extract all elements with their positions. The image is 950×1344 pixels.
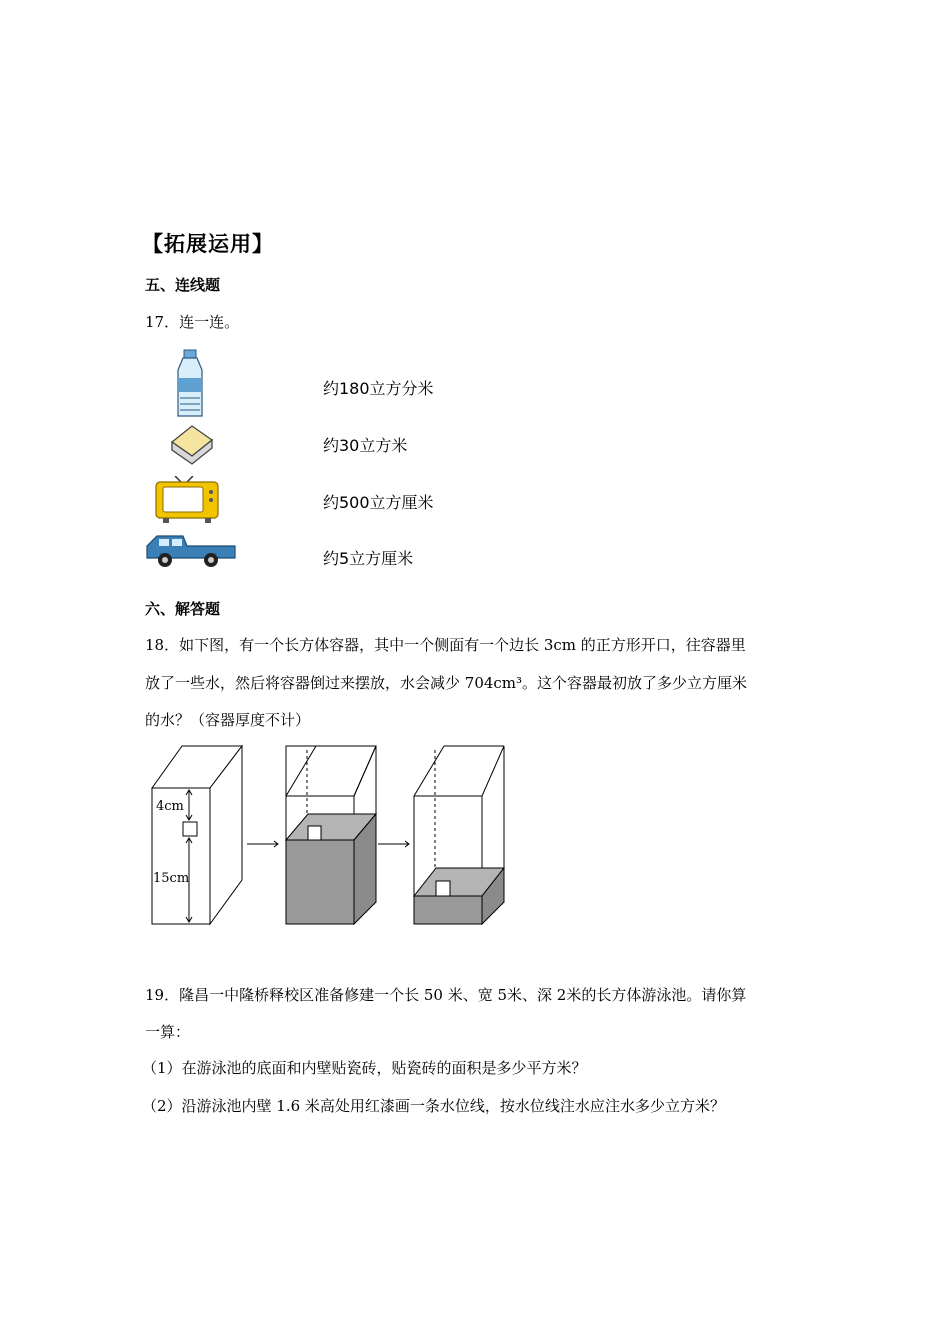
arrow-2 bbox=[378, 841, 409, 847]
eraser-icon bbox=[166, 422, 216, 466]
tv-icon bbox=[153, 476, 221, 524]
dim-top-label: 4cm bbox=[156, 799, 184, 814]
arrow-1 bbox=[247, 841, 278, 847]
part5-heading: 五、连线题 bbox=[145, 276, 221, 294]
match-label-4: 约5立方厘米 bbox=[323, 549, 414, 568]
q17-text: 17．连一连。 bbox=[145, 313, 240, 331]
dim-bottom-label: 15cm bbox=[153, 871, 190, 886]
q19-line2: 一算： bbox=[145, 1023, 191, 1041]
box-original bbox=[152, 746, 242, 924]
q18-line2: 放了一些水，然后将容器倒过来摆放，水会减少 704cm³。这个容器最初放了多少立方厘米 bbox=[145, 674, 748, 692]
container-figure bbox=[140, 740, 520, 930]
box-filled bbox=[286, 746, 376, 924]
q18-line3: 的水？（容器厚度不计） bbox=[145, 711, 311, 729]
q19-sub2: （2）沿游泳池内壁 1.6 米高处用红漆画一条水位线，按水位线注水应注水多少立方米？ bbox=[142, 1097, 725, 1115]
q18-line1: 18．如下图，有一个长方体容器，其中一个侧面有一个边长 3cm 的正方形开口，往容器里 bbox=[145, 636, 746, 654]
square-opening bbox=[183, 822, 197, 836]
section-title: 【拓展运用】 bbox=[142, 232, 274, 256]
match-label-1: 约180立方分米 bbox=[323, 379, 434, 398]
q19-line1: 19．隆昌一中隆桥释校区准备修建一个长 50 米、宽 5米、深 2米的长方体游泳池。请你算 bbox=[145, 986, 747, 1004]
truck-icon bbox=[143, 530, 239, 570]
match-label-2: 约30立方米 bbox=[323, 436, 408, 455]
q19-sub1: （1）在游泳池的底面和内壁贴瓷砖，贴瓷砖的面积是多少平方米？ bbox=[142, 1059, 587, 1077]
match-label-3: 约500立方厘米 bbox=[323, 493, 434, 512]
water-bottle-icon bbox=[170, 348, 210, 420]
part6-heading: 六、解答题 bbox=[145, 600, 221, 618]
box-inverted bbox=[414, 746, 504, 924]
